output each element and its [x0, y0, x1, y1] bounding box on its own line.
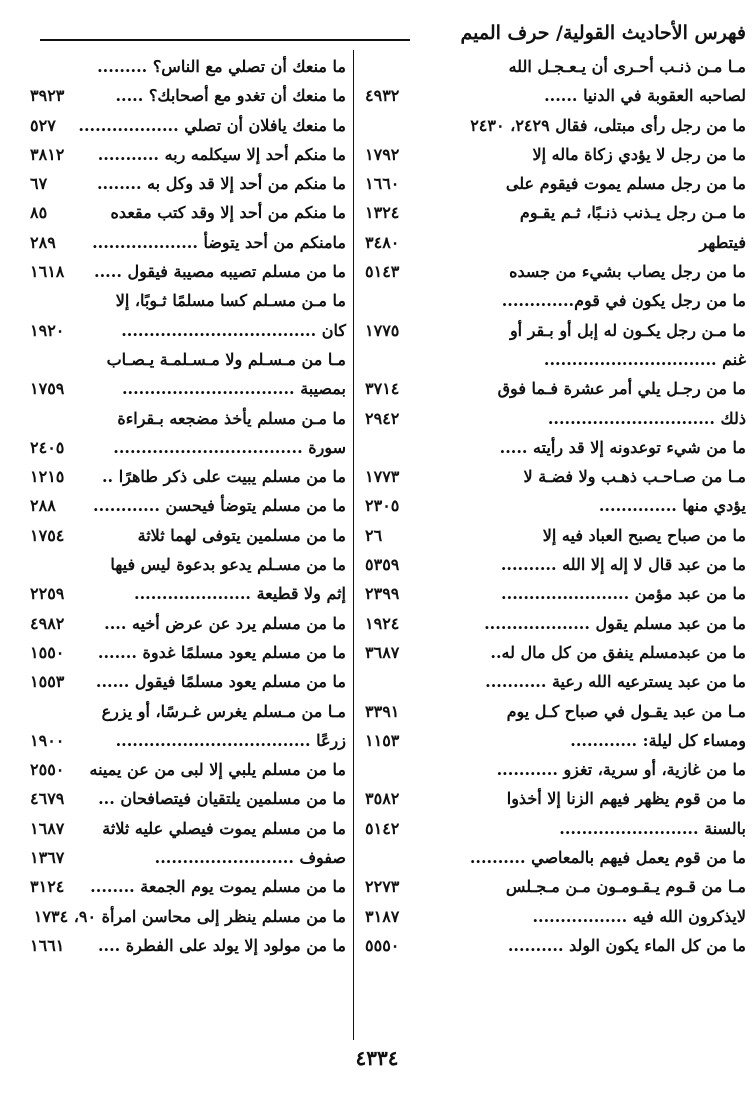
entry-text: يؤدي منها ..............: [598, 496, 746, 516]
index-entry: [30, 52, 346, 81]
entry-number: ٣٤٨٠: [365, 232, 400, 252]
index-entry: [365, 433, 746, 462]
index-entry: [30, 491, 346, 520]
index-entry: [365, 609, 746, 638]
entry-text: ما من مسـلم يدعو بدعوة ليس فيها: [110, 555, 346, 575]
index-entry: [365, 550, 746, 579]
entry-number: ٢٨٩: [30, 232, 56, 252]
entry-text: مـا من مـسلم يغرس غـرسًا، أو يزرع: [101, 701, 346, 721]
entry-number: ١٦١٨: [30, 262, 65, 282]
entry-text: ما من مسلم يموت يوم الجمعة ........: [90, 877, 346, 897]
index-entry: [30, 609, 346, 638]
index-entry: [30, 404, 346, 433]
entry-text: ما من مولود إلا يولد على الفطرة ....: [97, 935, 346, 955]
index-entry: [365, 286, 746, 315]
entry-number: ١٧٥٤: [30, 525, 65, 545]
index-entry: [365, 931, 746, 960]
entry-text: ما من رجل لا يؤدي زكاة ماله إلا: [532, 144, 746, 164]
entry-text: ما منعك يافلان أن تصلي ..................: [78, 115, 346, 135]
index-entry: [30, 784, 346, 813]
entry-number: ٣٥٨٢: [365, 789, 400, 809]
entry-text: زرعًا ...................................: [115, 730, 346, 750]
entry-number: ٥١٤٣: [365, 262, 400, 282]
entry-number: ١٢١٥: [30, 467, 65, 487]
entry-text: فيتطهر: [699, 232, 746, 252]
entry-text: ما منعك أن تغدو مع أصحابك؟ .....: [115, 86, 346, 106]
entry-number: ٣١٢٤: [30, 877, 65, 897]
index-entry: [365, 491, 746, 520]
index-entry: [365, 521, 746, 550]
entry-text: ما منكم من أحد إلا قد وكل به ........: [96, 174, 346, 194]
entry-number: ١٩٢٤: [365, 613, 400, 633]
page-number: ٤٣٣٤: [355, 1046, 399, 1070]
entry-text: صفوف .........................: [154, 848, 346, 868]
index-entry: [365, 579, 746, 608]
entry-text: ما من مسلم يرد عن عرض أخيه ....: [104, 613, 346, 633]
entry-text: ما من كل الماء يكون الولد ..........: [507, 935, 746, 955]
page-title: فهرس الأحاديث القولية/ حرف الميم: [460, 22, 746, 44]
entry-number: ٢٤٠٥: [30, 437, 65, 457]
entry-text: ما من عبد يسترعيه الله رعية ...........: [485, 672, 746, 692]
entry-text: غنم ...............................: [543, 349, 746, 369]
entry-number: ١٦٨٧: [30, 818, 65, 838]
entry-number: ١١٥٣: [365, 730, 400, 750]
index-entry: [365, 638, 746, 667]
entry-text: ما من عبد مؤمن .......................: [501, 584, 746, 604]
index-entry: [365, 316, 746, 345]
entry-text: ما من غازية، أو سرية، تغزو ...........: [496, 760, 746, 780]
entry-number: ٥٣٥٩: [365, 555, 400, 575]
entry-text: ما من مسلم ينظر إلى محاسن امرأة ٩٠، ١٧٣٤: [33, 906, 346, 926]
entry-number: ١٩٢٠: [30, 320, 65, 340]
index-entry: [365, 726, 746, 755]
entry-number: ٣٨١٢: [30, 144, 65, 164]
entry-text: ما من رجل مسلم يموت فيقوم على: [505, 174, 746, 194]
entry-text: ما من مسلم يبيت على ذكر طاهرًا ..: [101, 467, 346, 487]
entry-number: ٤٩٨٢: [30, 613, 65, 633]
index-entry: [365, 755, 746, 784]
index-entry: [365, 697, 746, 726]
entry-number: ٢٢٥٩: [30, 584, 65, 604]
index-entry: [30, 726, 346, 755]
entry-number: ١٣٦٧: [30, 848, 65, 868]
entry-text: ما من رجل رأى مبتلى، فقال ٢٤٢٩، ٢٤٣٠: [470, 115, 746, 135]
entry-number: ١٧٥٩: [30, 379, 65, 399]
index-entry: [365, 374, 746, 403]
entry-text: ما من مسلم يتوضأ فيحسن ............: [93, 496, 346, 516]
entry-text: ما منكم أحد إلا سيكلمه ربه ...........: [97, 144, 346, 164]
entry-text: ما من مسلم يعود مسلمًا فيقول ......: [95, 672, 346, 692]
entry-number: ٣١٨٧: [365, 906, 400, 926]
index-entry: [365, 81, 746, 110]
entry-number: ١٥٥٣: [30, 672, 65, 692]
entry-number: ٨٥: [30, 203, 48, 223]
entry-text: ما منكم من أحد إلا وقد كتب مقعده: [110, 203, 346, 223]
entry-text: مـا من عبد يقـول في صباح كـل يوم: [506, 701, 746, 721]
index-entry: [30, 374, 346, 403]
index-entry: [30, 111, 346, 140]
index-entry: [365, 169, 746, 198]
entry-text: بمصيبة ...............................: [121, 379, 346, 399]
entry-number: ٢٨٨: [30, 496, 56, 516]
index-entry: [30, 316, 346, 345]
entry-number: ١٧٩٢: [365, 144, 400, 164]
entry-number: ١٧٧٣: [365, 467, 400, 487]
index-entry: [365, 404, 746, 433]
entry-number: ٢٦: [365, 525, 383, 545]
index-entry: [30, 931, 346, 960]
index-entry: [30, 345, 346, 374]
entry-number: ٦٧: [30, 174, 48, 194]
entry-text: ما من عبدمسلم ينفق من كل مال له..: [490, 642, 746, 662]
right-column: [365, 52, 746, 960]
entry-text: ما من مسلمين يلتقيان فيتصافحان ...: [98, 789, 346, 809]
entry-text: مـا من صـاحـب ذهـب ولا فضـة لا: [523, 467, 746, 487]
entry-number: ٥٢٧: [30, 115, 56, 135]
entry-number: ١٥٥٠: [30, 642, 65, 662]
entry-number: ٣٦٨٧: [365, 642, 400, 662]
entry-text: مامنكم من أحد يتوضأ ...................: [92, 232, 346, 252]
entry-number: ٢٣٩٩: [365, 584, 400, 604]
index-entry: [365, 814, 746, 843]
index-entry: [365, 198, 746, 227]
left-column: [30, 52, 346, 960]
entry-text: ما مـن رجل يكـون له إبل أو بـقر أو: [509, 320, 746, 340]
entry-text: لايذكرون الله فيه .................: [532, 906, 746, 926]
entry-number: ٥٥٥٠: [365, 935, 400, 955]
entry-number: ٣٣٩١: [365, 701, 400, 721]
index-entry: [365, 462, 746, 491]
index-entry: [30, 198, 346, 227]
entry-text: ما من مسلم يعود مسلمًا غدوة .......: [97, 642, 346, 662]
index-entry: [30, 257, 346, 286]
entry-number: ٣٩٢٣: [30, 86, 65, 106]
index-entry: [365, 140, 746, 169]
entry-number: ١٩٠٠: [30, 730, 65, 750]
entry-text: ما مـن رجل يـذنب ذنـبًا، ثـم يقـوم: [519, 203, 746, 223]
entry-text: ما من رجل يكون في قوم.............: [501, 291, 746, 311]
index-entry: [30, 462, 346, 491]
entry-number: ٤٩٣٢: [365, 86, 400, 106]
index-entry: [30, 843, 346, 872]
entry-number: ٢٩٤٢: [365, 408, 400, 428]
entry-text: ما من مسلمين يتوفى لهما ثلاثة: [137, 525, 346, 545]
entry-text: سورة ..................................: [113, 437, 346, 457]
index-entry: [30, 814, 346, 843]
entry-text: ما من رجـل يلي أمر عشرة فـما فوق: [497, 379, 746, 399]
entry-text: ما مـن مسـلم كسا مسلمًا ثـوبًا، إلا: [115, 291, 346, 311]
index-entry: [365, 667, 746, 696]
entry-text: كان ...................................: [121, 320, 346, 340]
entry-text: ما من قوم يظهر فيهم الزنا إلا أخذوا: [506, 789, 746, 809]
entry-number: ٤٦٧٩: [30, 789, 65, 809]
entry-number: ٢٣٠٥: [365, 496, 400, 516]
index-entry: [365, 228, 746, 257]
entry-text: بالسنة .........................: [559, 818, 746, 838]
index-entry: [30, 697, 346, 726]
entry-text: ما من عبد قال لا إله إلا الله ..........: [500, 555, 746, 575]
entry-text: لصاحبه العقوبة في الدنيا ......: [544, 86, 746, 106]
index-entry: [365, 111, 746, 140]
index-entry: [30, 433, 346, 462]
index-entry: [365, 872, 746, 901]
entry-text: ما من صباح يصبح العباد فيه إلا: [542, 525, 746, 545]
index-entry: [365, 784, 746, 813]
entry-number: ١٧٧٥: [365, 320, 400, 340]
entry-text: ما منعك أن تصلي مع الناس؟ .........: [97, 57, 346, 76]
index-entry: [30, 872, 346, 901]
index-entry: [30, 169, 346, 198]
index-entry: [365, 843, 746, 872]
entry-text: ما من قوم يعمل فيهم بالمعاصي ..........: [469, 848, 746, 868]
entry-text: إثم ولا قطيعة .....................: [134, 584, 346, 604]
entry-number: ١٣٢٤: [365, 203, 400, 223]
index-entry: [365, 902, 746, 931]
entry-text: ما من مسلم يلبي إلا لبى من عن يمينه: [89, 760, 346, 780]
entry-number: ٢٢٧٣: [365, 877, 400, 897]
entry-text: مـا من قـوم يـقـومـون مـن مـجـلس: [505, 877, 746, 897]
header-rule: [40, 39, 410, 41]
index-entry: [30, 667, 346, 696]
index-entry: [30, 140, 346, 169]
entry-number: ١٦٦١: [30, 935, 65, 955]
entry-number: ١٦٦٠: [365, 174, 400, 194]
page-header: [40, 22, 746, 48]
index-entry: [30, 902, 346, 931]
entry-text: ما من رجل يصاب بشيء من جسده: [509, 262, 746, 282]
index-entry: [30, 521, 346, 550]
entry-text: ما من مسلم يموت فيصلي عليه ثلاثة: [102, 818, 346, 838]
index-entry: [30, 81, 346, 110]
column-divider: [353, 50, 354, 1040]
index-entry: [365, 257, 746, 286]
entry-number: ٣٧١٤: [365, 379, 400, 399]
index-entry: [30, 550, 346, 579]
index-entry: [30, 579, 346, 608]
index-entry: [30, 755, 346, 784]
index-entry: [30, 228, 346, 257]
entry-text: ما مـن مسلم يأخذ مضجعه بـقراءة: [117, 408, 346, 428]
entry-text: مـا من مـسـلم ولا مـسـلمـة يـصـاب: [106, 349, 346, 369]
entry-text: مـا مـن ذنـب أحـرى أن يـعـجـل الله: [508, 57, 746, 76]
index-entry: [30, 286, 346, 315]
index-entry: [365, 345, 746, 374]
index-entry: [365, 52, 746, 81]
index-entry: [30, 638, 346, 667]
entry-text: ما من شيء توعدونه إلا قد رأيته .....: [499, 437, 746, 457]
entry-number: ٥١٤٢: [365, 818, 400, 838]
entry-text: ما من مسلم تصيبه مصيبة فيقول .....: [94, 262, 346, 282]
entry-number: ٢٥٥٠: [30, 760, 65, 780]
entry-text: ما من عبد مسلم يقول ...................: [484, 613, 746, 633]
entry-text: ذلك ..............................: [547, 408, 746, 428]
entry-text: ومساء كل ليلة: ............: [570, 730, 746, 750]
